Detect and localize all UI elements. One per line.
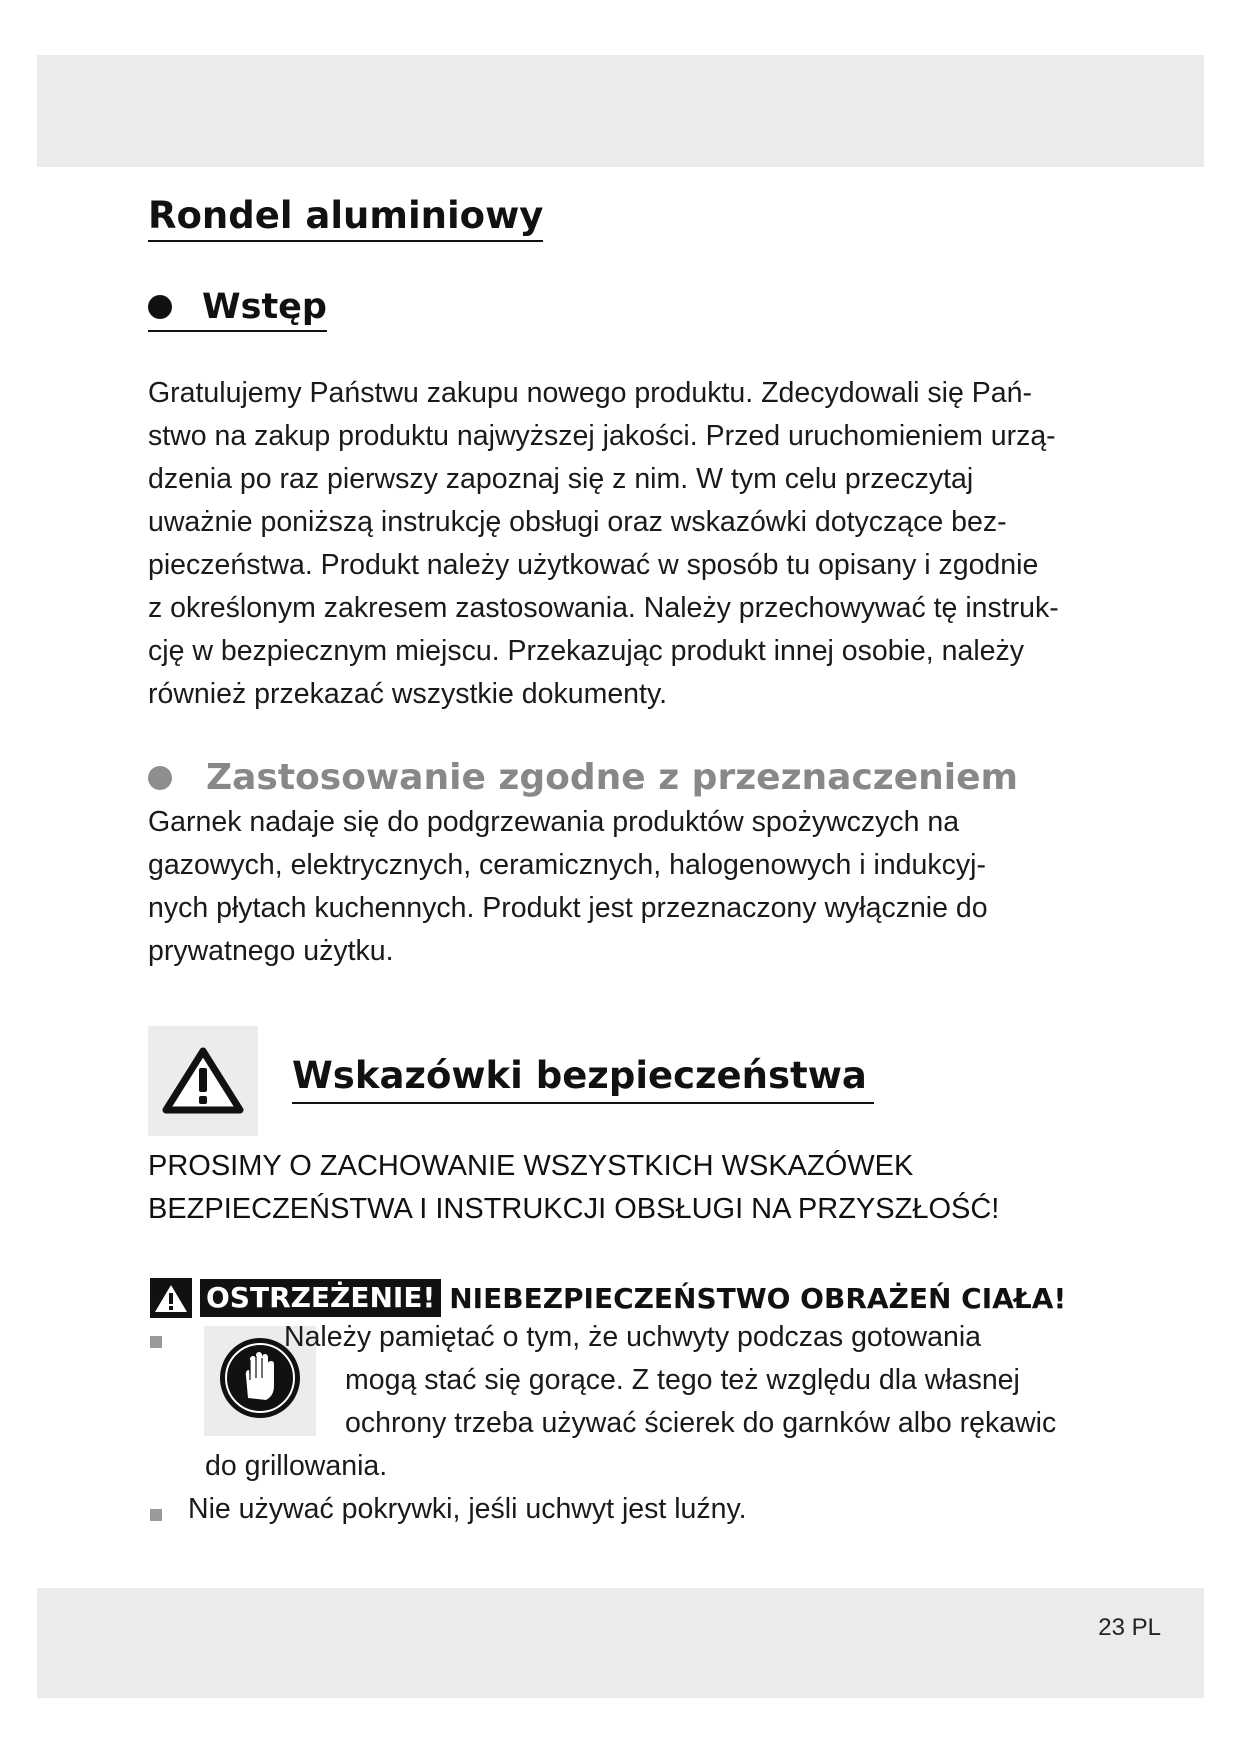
warning-line [150, 1278, 1066, 1318]
usage-line: prywatnego użytku. [148, 935, 394, 967]
intro-heading-text: Wstęp [202, 287, 327, 327]
intro-line: również przekazać wszystkie dokumenty. [148, 678, 667, 710]
intro-line: z określonym zakresem zastosowania. Należy przechowywać tę instruk- [148, 592, 1059, 624]
caps-line: BEZPIECZEŃSTWA I INSTRUKCJI OBSŁUGI NA PRZYSZŁOŚĆ! [148, 1193, 1000, 1225]
warning-triangle-icon [148, 1026, 258, 1136]
usage-heading-text: Zastosowanie zgodne z przeznaczeniem [206, 757, 1019, 798]
intro-line: Gratulujemy Państwu zakupu nowego produktu. Zdecydowali się Pań- [148, 377, 1032, 409]
usage-heading [148, 756, 1018, 799]
list-bullet-icon [150, 1336, 162, 1348]
item1-line: mogą stać się gorące. Z tego też względu dla własnej [345, 1364, 1020, 1396]
page-title: Rondel aluminiowy [148, 194, 543, 242]
usage-line: gazowych, elektrycznych, ceramicznych, halogenowych i indukcyj- [148, 849, 986, 881]
page-number: 23 PL [1098, 1614, 1161, 1641]
warning-small-icon [150, 1278, 192, 1318]
warning-tag: OSTRZEŻENIE! [200, 1279, 441, 1317]
intro-heading [148, 286, 327, 332]
intro-line: pieczeństwa. Produkt należy użytkować w sposób tu opisany i zgodnie [148, 549, 1039, 581]
safety-caps-notice [148, 1145, 999, 1231]
header-band [37, 55, 1204, 167]
warning-text: NIEBEZPIECZEŃSTWO OBRAŻEŃ CIAŁA! [449, 1281, 1067, 1315]
item1-line: ochrony trzeba używać ścierek do garnków albo rękawic [345, 1407, 1057, 1439]
usage-paragraph [148, 801, 1098, 973]
bullet-dot-icon [148, 766, 172, 790]
usage-line: nych płytach kuchennych. Produkt jest przeznaczony wyłącznie do [148, 892, 988, 924]
list-bullet-icon [150, 1509, 162, 1521]
intro-line: dzenia po raz pierwszy zapoznaj się z nim. W tym celu przeczytaj [148, 463, 974, 495]
item2-text: Nie używać pokrywki, jeśli uchwyt jest luźny. [188, 1493, 747, 1525]
intro-line: cję w bezpiecznym miejscu. Przekazując produkt innej osobie, należy [148, 635, 1024, 667]
caps-line: PROSIMY O ZACHOWANIE WSZYSTKICH WSKAZÓWEK [148, 1150, 914, 1182]
intro-paragraph [148, 372, 1098, 716]
usage-line: Garnek nadaje się do podgrzewania produktów spożywczych na [148, 806, 960, 838]
intro-line: stwo na zakup produktu najwyższej jakości. Przed uruchomieniem urzą- [148, 420, 1056, 452]
safety-heading: Wskazówki bezpieczeństwa [292, 1054, 874, 1104]
intro-line: uważnie poniższą instrukcję obsługi oraz wskazówki dotyczące bez- [148, 506, 1007, 538]
bullet-dot-icon [148, 295, 172, 319]
item1-line: do grillowania. [205, 1450, 388, 1482]
item1-line: Należy pamiętać o tym, że uchwyty podczas gotowania [284, 1321, 981, 1353]
footer-band [37, 1588, 1204, 1698]
